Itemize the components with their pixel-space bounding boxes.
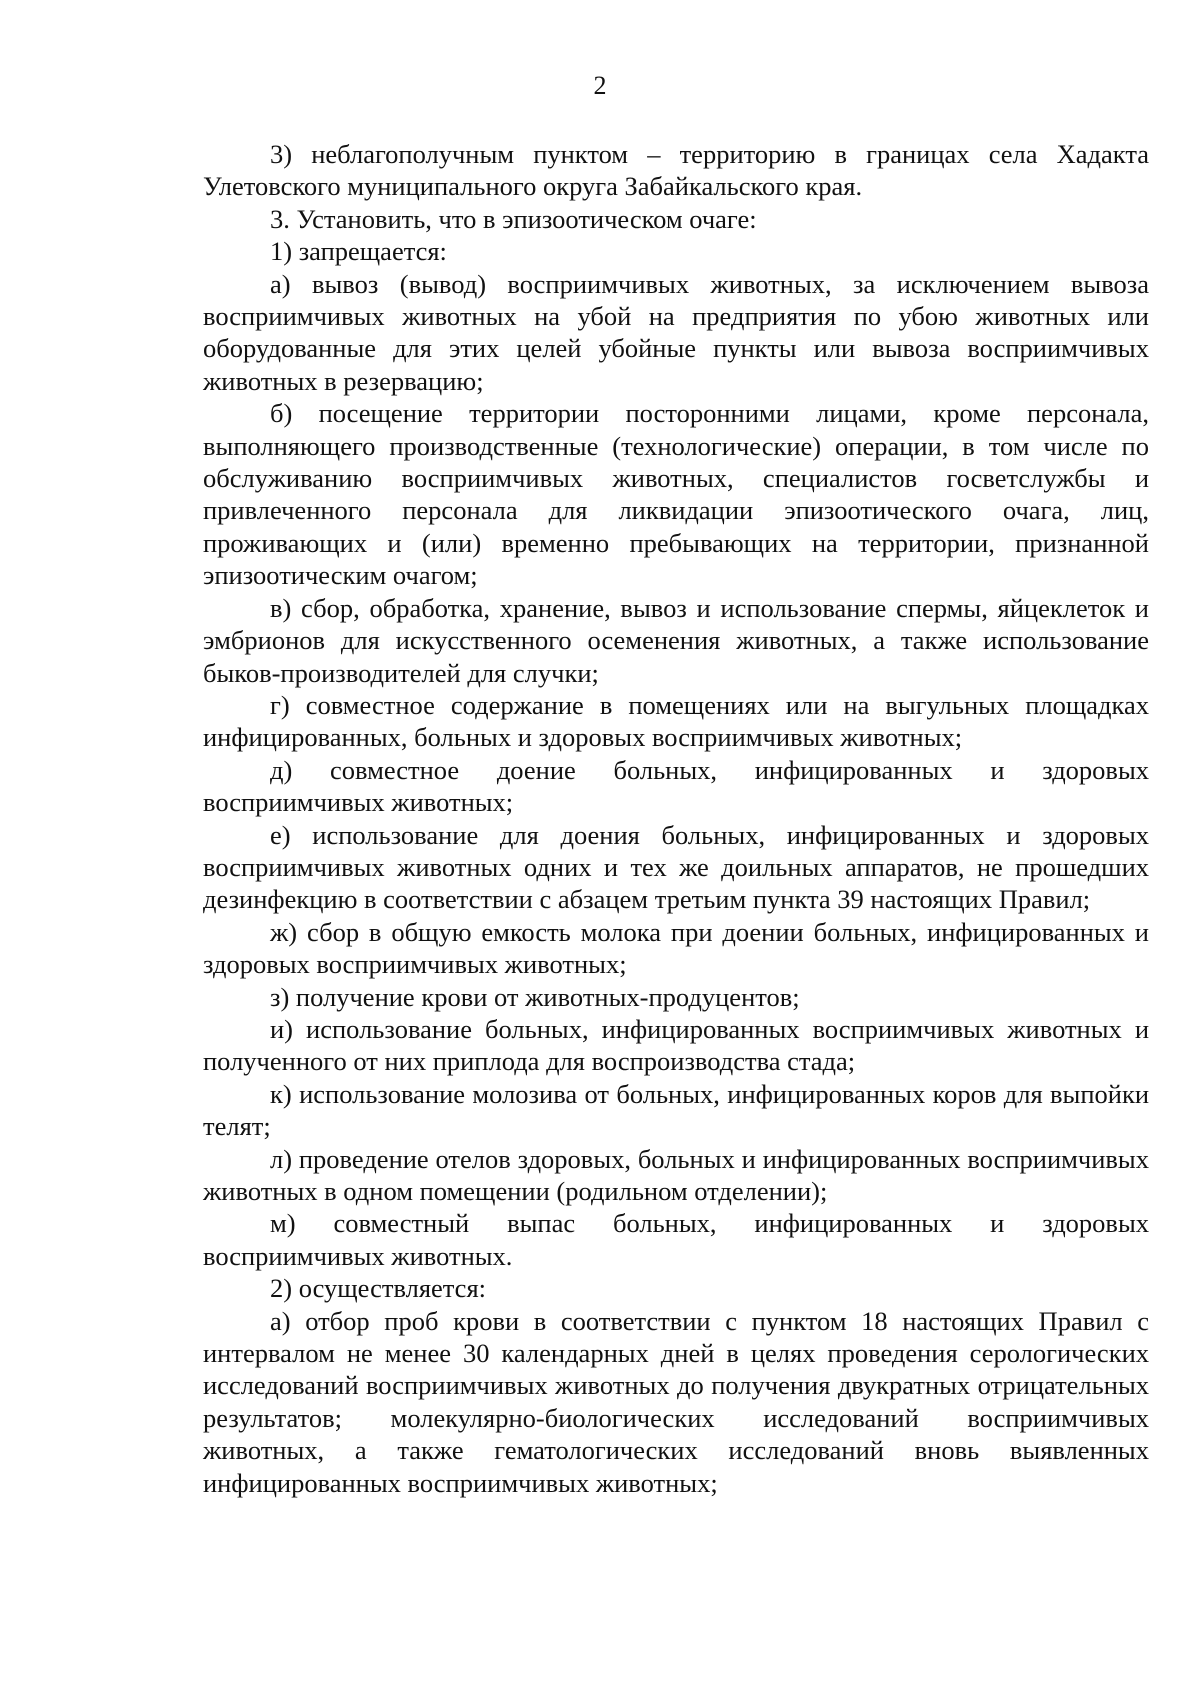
paragraph-item-3-unfavorable-point: 3) неблагополучным пунктом – территорию в границах села Хадакта Улетовского муниципального округа Забайкальского края. [203,139,1149,202]
paragraph-clause-3: 3. Установить, что в эпизоотическом очаге: [270,203,757,234]
paragraph-prohibited-heading: 1) запрещается: [270,236,447,267]
paragraph-prohibited-i: и) использование больных, инфицированных восприимчивых животных и полученного от них приплода для воспроизводства стада; [203,1013,1149,1077]
paragraph-performed-heading: 2) осуществляется: [270,1273,486,1304]
paragraph-performed-a: а) отбор проб крови в соответствии с пунктом 18 настоящих Правил с интервалом не менее 30 календарных дней в целях проведения серологических исследований восприимчивых животных до получения двукратных отрицательных результатов; молекулярно-биологических исследований восприимчивых животных, а также гематологических исследований вновь выявленных инфицированных восприимчивых животных; [203,1305,1149,1498]
document-body [203,138,1149,1499]
paragraph-prohibited-v: в) сбор, обработка, хранение, вывоз и использование спермы, яйцеклеток и эмбрионов для искусственного осеменения животных, а также использование быков-производителей для случки; [203,592,1149,688]
page-number: 2 [593,71,607,100]
paragraph-prohibited-z: з) получение крови от животных-продуцентов; [270,981,800,1012]
paragraph-prohibited-m: м) совместный выпас больных, инфицированных и здоровых восприимчивых животных. [203,1208,1149,1271]
paragraph-prohibited-l: л) проведение отелов здоровых, больных и инфицированных восприимчивых животных в одном помещении (родильном отделении); [203,1143,1149,1206]
paragraph-prohibited-k: к) использование молозива от больных, инфицированных коров для выпойки телят; [203,1078,1149,1142]
paragraph-prohibited-a: а) вывоз (вывод) восприимчивых животных, за исключением вывоза восприимчивых животных на убой на предприятия по убою животных или оборудованные для этих целей убойные пункты или вывоза восприимчивых животных в резервацию; [203,268,1149,396]
paragraph-prohibited-e: е) использование для доения больных, инфицированных и здоровых восприимчивых животных одних и тех же доильных аппаратов, не прошедших дезинфекцию в соответствии с абзацем третьим пункта 39 настоящих Правил; [203,819,1149,915]
paragraph-prohibited-g: г) совместное содержание в помещениях или на выгульных площадках инфицированных, больных и здоровых восприимчивых животных; [203,689,1149,753]
paragraph-prohibited-d: д) совместное доение больных, инфицированных и здоровых восприимчивых животных; [203,754,1149,818]
paragraph-prohibited-b: б) посещение территории посторонними лицами, кроме персонала, выполняющего производственные (технологические) операции, в том числе по обслуживанию восприимчивых животных, специалистов госветслужбы и привлеченного персонала для ликвидации эпизоотического очага, лиц, проживающих и (или) временно пребывающих на территории, признанной эпизоотическим очагом; [203,398,1149,591]
paragraph-prohibited-zh: ж) сбор в общую емкость молока при доении больных, инфицированных и здоровых восприимчивых животных; [203,916,1149,980]
